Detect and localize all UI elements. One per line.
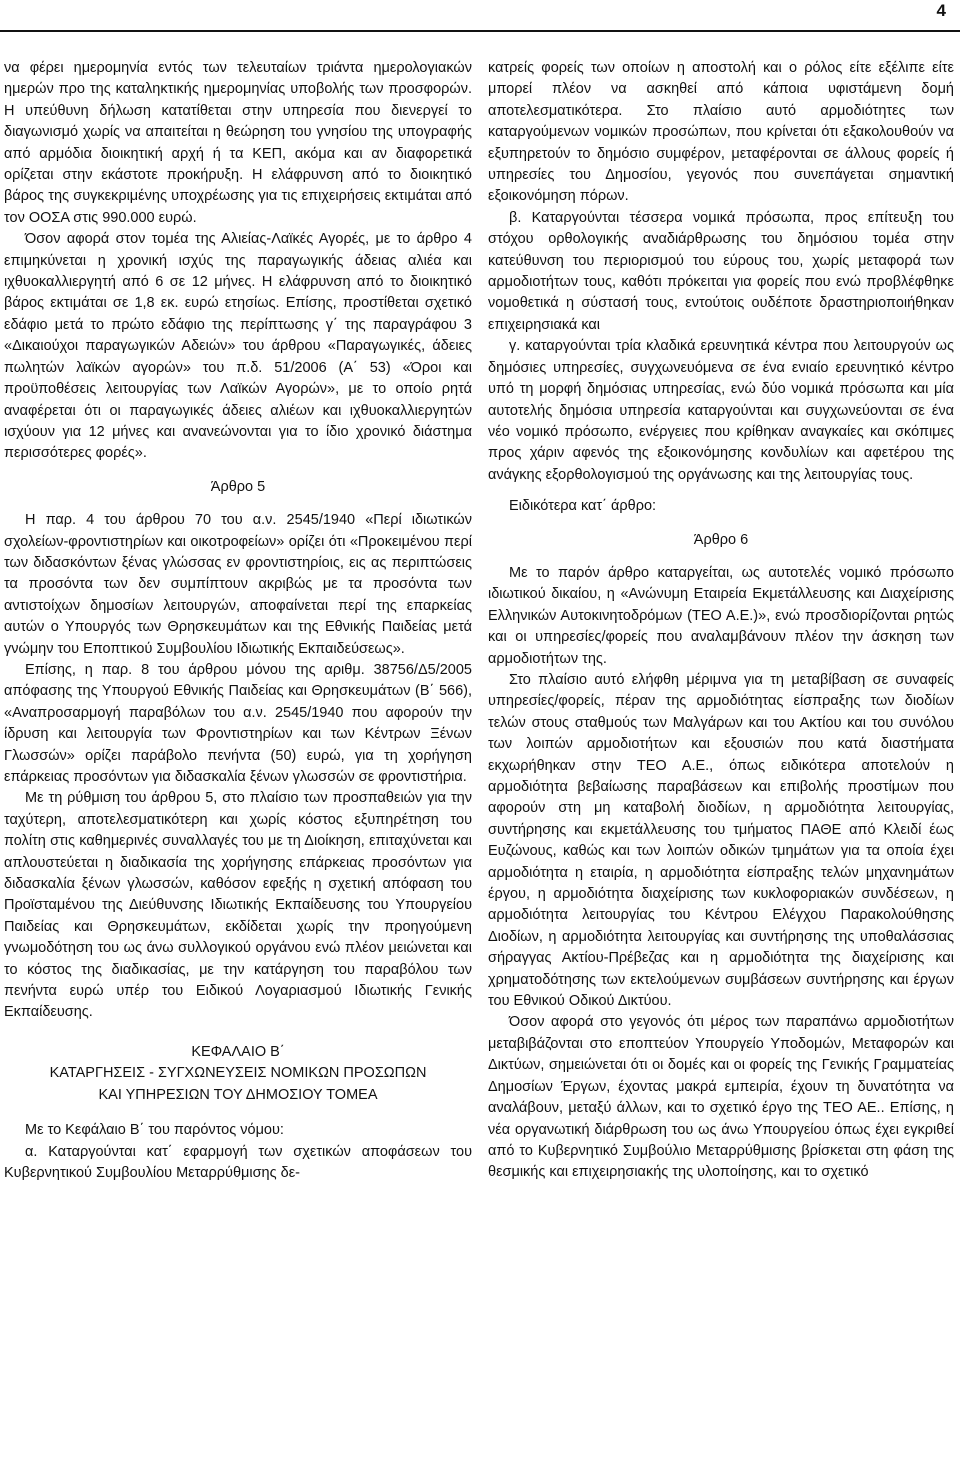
page-number: 4 xyxy=(936,1,946,20)
chapter-title-line-1: ΚΑΤΑΡΓΗΣΕΙΣ - ΣΥΓΧΩΝΕΥΣΕΙΣ ΝΟΜΙΚΩΝ ΠΡΟΣΩΠΩΝ xyxy=(49,1065,427,1082)
left-paragraph-1: να φέρει ημερομηνία εντός των τελευταίων τριάντα ημερολογιακών ημερών προ της καταληκτικής ημερομηνίας υποβολής των προσφορών. Η υπεύθυνη δήλωση κατατίθεται στην υπηρεσία που διενεργεί το διαγωνισμό χωρίς να απαιτείται η θεώρηση του γνησίου της υπογραφής από αρμόδια διοικητική αρχή ή τα ΚΕΠ, ακόμα και αν διαφορετικά ορίζεται στην εκάστοτε προκήρυξη. Η ελάφρυνση από το διοικητικό βάρος της συγκεκριμένης υποχρέωσης για τις επιχειρήσεις εκτιμάται από τον ΟΟΣΑ στις 990.000 ευρώ. xyxy=(4,60,472,226)
right-paragraph-1: κατρείς φορείς των οποίων η αποστολή και ο ρόλος είτε εξέλιπε είτε μπορεί πλέον να ασκηθεί από κάποια υφιστάμενη δομή αποτελεσματικότερα. Στο πλαίσιο αυτό αρμοδιότητες των καταργούμενων νομικών προσώπων, που κρίνεται ότι εξακολουθούν να εξυπηρετούν το δημόσιο συμφέρον, μεταφέρονται σε άλλους φορείς ή υπηρεσίες του Δημοσίου, γεγονός που συνεπάγεται σημαντική εξοικονόμηση πόρων. xyxy=(488,60,954,205)
specifically-label: Ειδικότερα κατ΄ άρθρο: xyxy=(509,498,657,515)
left-paragraph-2: Όσον αφορά στον τομέα της Αλιείας-Λαϊκές Αγορές, με το άρθρο 4 επιμηκύνεται η χρονική ισχύς της παραγωγικής άδειας αλιέα και ιχθυοκαλλιεργητή από 6 σε 12 μήνες. Η ελάφρυνση από το διοικητικό βάρος εκτιμάται σε 1,8 εκ. ευρώ ετησίως. Επίσης, προστίθεται σχετικό εδάφιο μετά το πρώτο εδάφιο της περίπτωσης γ΄ της παραγράφου 3 «Δικαιούχοι παραγωγικών Αδειών» του άρθρου «Παραγωγικές, άδειες πωλητών λαϊκών αγορών» του π.δ. 51/2006 (Α΄ 53) «Όροι και προϋποθέσεις λειτουργίας των Λαϊκών Αγορών», με το οποίο ρητά αναφέρεται ότι οι παραγωγικές άδειες αλιέων και ιχθυοκαλλιεργητών ισχύουν για 12 μήνες και ανανεώνονται για το ίδιο χρονικό διάστημα περισσότερες φορές». xyxy=(4,231,472,462)
article-5-heading: Άρθρο 5 xyxy=(210,478,266,495)
right-paragraph-5: Στο πλαίσιο αυτό ελήφθη μέριμνα για τη μεταβίβαση σε συναφείς υπηρεσίες/φορείς, πέραν της αρμοδιότητας είσπραξης των διοδίων τελών στους σταθμούς των Μαλγάρων και του Ακτίου και του συνόλου των λοιπών αρμοδιοτήτων και εξουσιών που κατά διαστήματα εκχωρήθηκαν στην ΤΕΟ Α.Ε., όπως ειδικότερα αποτελούν η αρμοδιότητα βεβαίωσης παραβάσεων και επιβολής προστίμων που αφορούν στη μη καταβολή διοδίων, η αρμοδιότητα λειτουργίας, συντήρησης και εκμετάλλευσης του τμήματος ΠΑΘΕ από Κλειδί έως Ευζώνους, καθώς και των λοιπών οδικών τμημάτων για τα οποία έχει αρμοδιότητα η εταιρία, η αρμοδιότητα είσπραξης τελών μηχανημάτων έργου, η αρμοδιότητα διαχείρισης των κυκλοφοριακών συνδέσεων, η αρμοδιότητα λειτουργίας του Κέντρου Ελέγχου Παρακολούθησης Διοδίων, η αρμοδιότητα λειτουργίας και συντήρησης της υποθαλάσσιας σήραγγας Ακτίου-Πρέβεζας και η αρμοδιότητα της διαχείρισης και χρηματοδότησης των εκτελούμενων συμβάσεων συντήρησης και έργων του Εθνικού Οδικού Δικτύου. xyxy=(488,671,954,1010)
chapter-title-line-2: ΚΑΙ ΥΠΗΡΕΣΙΩΝ ΤΟΥ ΔΗΜΟΣΙΟΥ ΤΟΜΕΑ xyxy=(98,1086,378,1103)
header-rule xyxy=(0,30,960,32)
right-paragraph-2: β. Καταργούνται τέσσερα νομικά πρόσωπα, προς επίτευξη του στόχου ορθολογικής αναδιάρθρωσης του δημόσιου τομέα στην κατεύθυνση του περιορισμού του εύρους του, χωρίς μεταφορά των αρμοδιοτήτων τους, καθότι πρόκειται για φορείς που ενώ προβλέφθηκε νομοθετικά η σύστασή τους, εντούτοις ουδέποτε δραστηριοποιήθηκαν επιχειρησιακά και xyxy=(488,209,954,333)
right-paragraph-3: γ. καταργούνται τρία κλαδικά ερευνητικά κέντρα που λειτουργούν ως δημόσιες υπηρεσίες, συγχωνευόμενα σε ένα ενιαίο ερευνητικό κέντρο υπό τη μορφή δημόσιας υπηρεσίας, ενώ δύο νομικά πρόσωπα και μία αυτοτελής δημόσια υπηρεσία καταργούνται και συγχωνεύονται σε ένα νέο νομικό πρόσωπο, ενέργειες που κρίθηκαν αναγκαίες και σκόπιμες προς χάριν αφενός της εξοικονόμησης κονδυλίων και αφετέρου της ανάγκης εξορθολογισμού της οργάνωσης και της λειτουργίας τους. xyxy=(488,338,954,483)
right-paragraph-4: Με το παρόν άρθρο καταργείται, ως αυτοτελές νομικό πρόσωπο ιδιωτικού δικαίου, η «Ανώνυμη Εταιρεία Εκμετάλλευσης και Διαχείρισης Ελληνικών Αυτοκινητοδρόμων (ΤΕΟ Α.Ε.)», ενώ προσδιορίζονται ρητώς και οι υπηρεσίες/φορείς που αναλαμβάνουν πλέον την άσκηση των αρμοδιοτήτων της. xyxy=(488,564,954,667)
left-paragraph-3: Η παρ. 4 του άρθρου 70 του α.ν. 2545/1940 «Περί ιδιωτικών σχολείων-φροντιστηρίων και οικοτροφείων» ορίζει ότι «Προκειμένου περί των διδασκόντων ξένας γλώσσας εν φροντιστηρίοις, εις ας περιπτώσεις τα προσόντα των δεν συμπίπτουν ακριβώς με τα προσόντα των αντιστοίχων δημοσίων λειτουργών, αποφαίνεται περί της επαρκείας αυτών ο Υπουργός των Θρησκευμάτων και της Εθνικής Παιδείας μετά γνώμην του Εποπτικού Συμβουλίου Ιδιωτικής Εκπαιδεύσεως». xyxy=(4,512,472,657)
article-6-heading: Άρθρο 6 xyxy=(693,531,749,548)
chapter-heading: ΚΕΦΑΛΑΙΟ Β΄ xyxy=(191,1043,285,1060)
left-paragraph-6: Με το Κεφάλαιο Β΄ του παρόντος νόμου: xyxy=(25,1122,284,1139)
left-paragraph-4: Επίσης, η παρ. 8 του άρθρου μόνου της αριθμ. 38756/Δ5/2005 απόφασης της Υπουργού Εθνικής Παιδείας και Θρησκευμάτων (Β΄ 566), «Αναπροσαρμογή παραβόλων του α.ν. 2545/1940 που αφορούν την ίδρυση και λειτουργία των Φροντιστηρίων και των Κέντρων Ξένων Γλωσσών» ορίζει παράβολο πενήντα (50) ευρώ, για τη χορήγηση επάρκειας προσόντων για διδασκαλία ξένων γλωσσών σε φροντιστήρια. xyxy=(4,661,472,785)
left-paragraph-7: α. Καταργούνται κατ΄ εφαρμογή των σχετικών αποφάσεων του Κυβερνητικού Συμβουλίου Μεταρρύθμισης δε- xyxy=(4,1143,472,1181)
left-column xyxy=(4,58,472,1184)
right-column xyxy=(488,58,954,1184)
right-paragraph-6: Όσον αφορά στο γεγονός ότι μέρος των παραπάνω αρμοδιοτήτων μεταβιβάζονται στο εποπτεύον Υπουργείο Υποδομών, Μεταφορών και Δικτύων, σημειώνεται ότι οι δομές και οι φορείς της Γενικής Γραμματείας Δημοσίων Έργων, έχοντας μακρά εμπειρία, έχουν τη δυνατότητα να αναλάβουν, μεταξύ άλλων, και το σχετικό έργο της ΤΕΟ ΑΕ.. Επίσης, η νέα οργανωτική διάρθρωση του ως άνω Υπουργείου όπως έχει εγκριθεί από το Κυβερνητικό Συμβούλιο Μεταρρύθμισης βρίσκεται στη φάση της θεσμικής και επιχειρησιακής της υλοποίησης, και το σχετικό xyxy=(488,1014,954,1181)
left-paragraph-5: Με τη ρύθμιση του άρθρου 5, στο πλαίσιο των προσπαθειών για την ταχύτερη, αποτελεσματικότερη και χωρίς κόστος εξυπηρέτηση του πολίτη στις καθημερινές συναλλαγές του με τη Διοίκηση, επιταχύνεται και απλουστεύεται η διαδικασία της χορήγησης επάρκειας προσόντων για διδασκαλία ξένων γλωσσών, καθόσον εφεξής η σχετική απόφαση του Προϊσταμένου της Διεύθυνσης Ιδιωτικής Εκπαίδευσης του Υπουργείου Παιδείας και Θρησκευμάτων, εκδίδεται χωρίς την προηγούμενη γνωμοδότηση του ως άνω συλλογικού οργάνου ενώ πλέον μειώνεται και το κόστος της διαδικασίας, με την κατάργηση του παραβόλου των πενήντα ευρώ υπέρ του Ειδικού Λογαριασμού Ιδιωτικής Γενικής Εκπαίδευσης. xyxy=(4,790,472,1021)
